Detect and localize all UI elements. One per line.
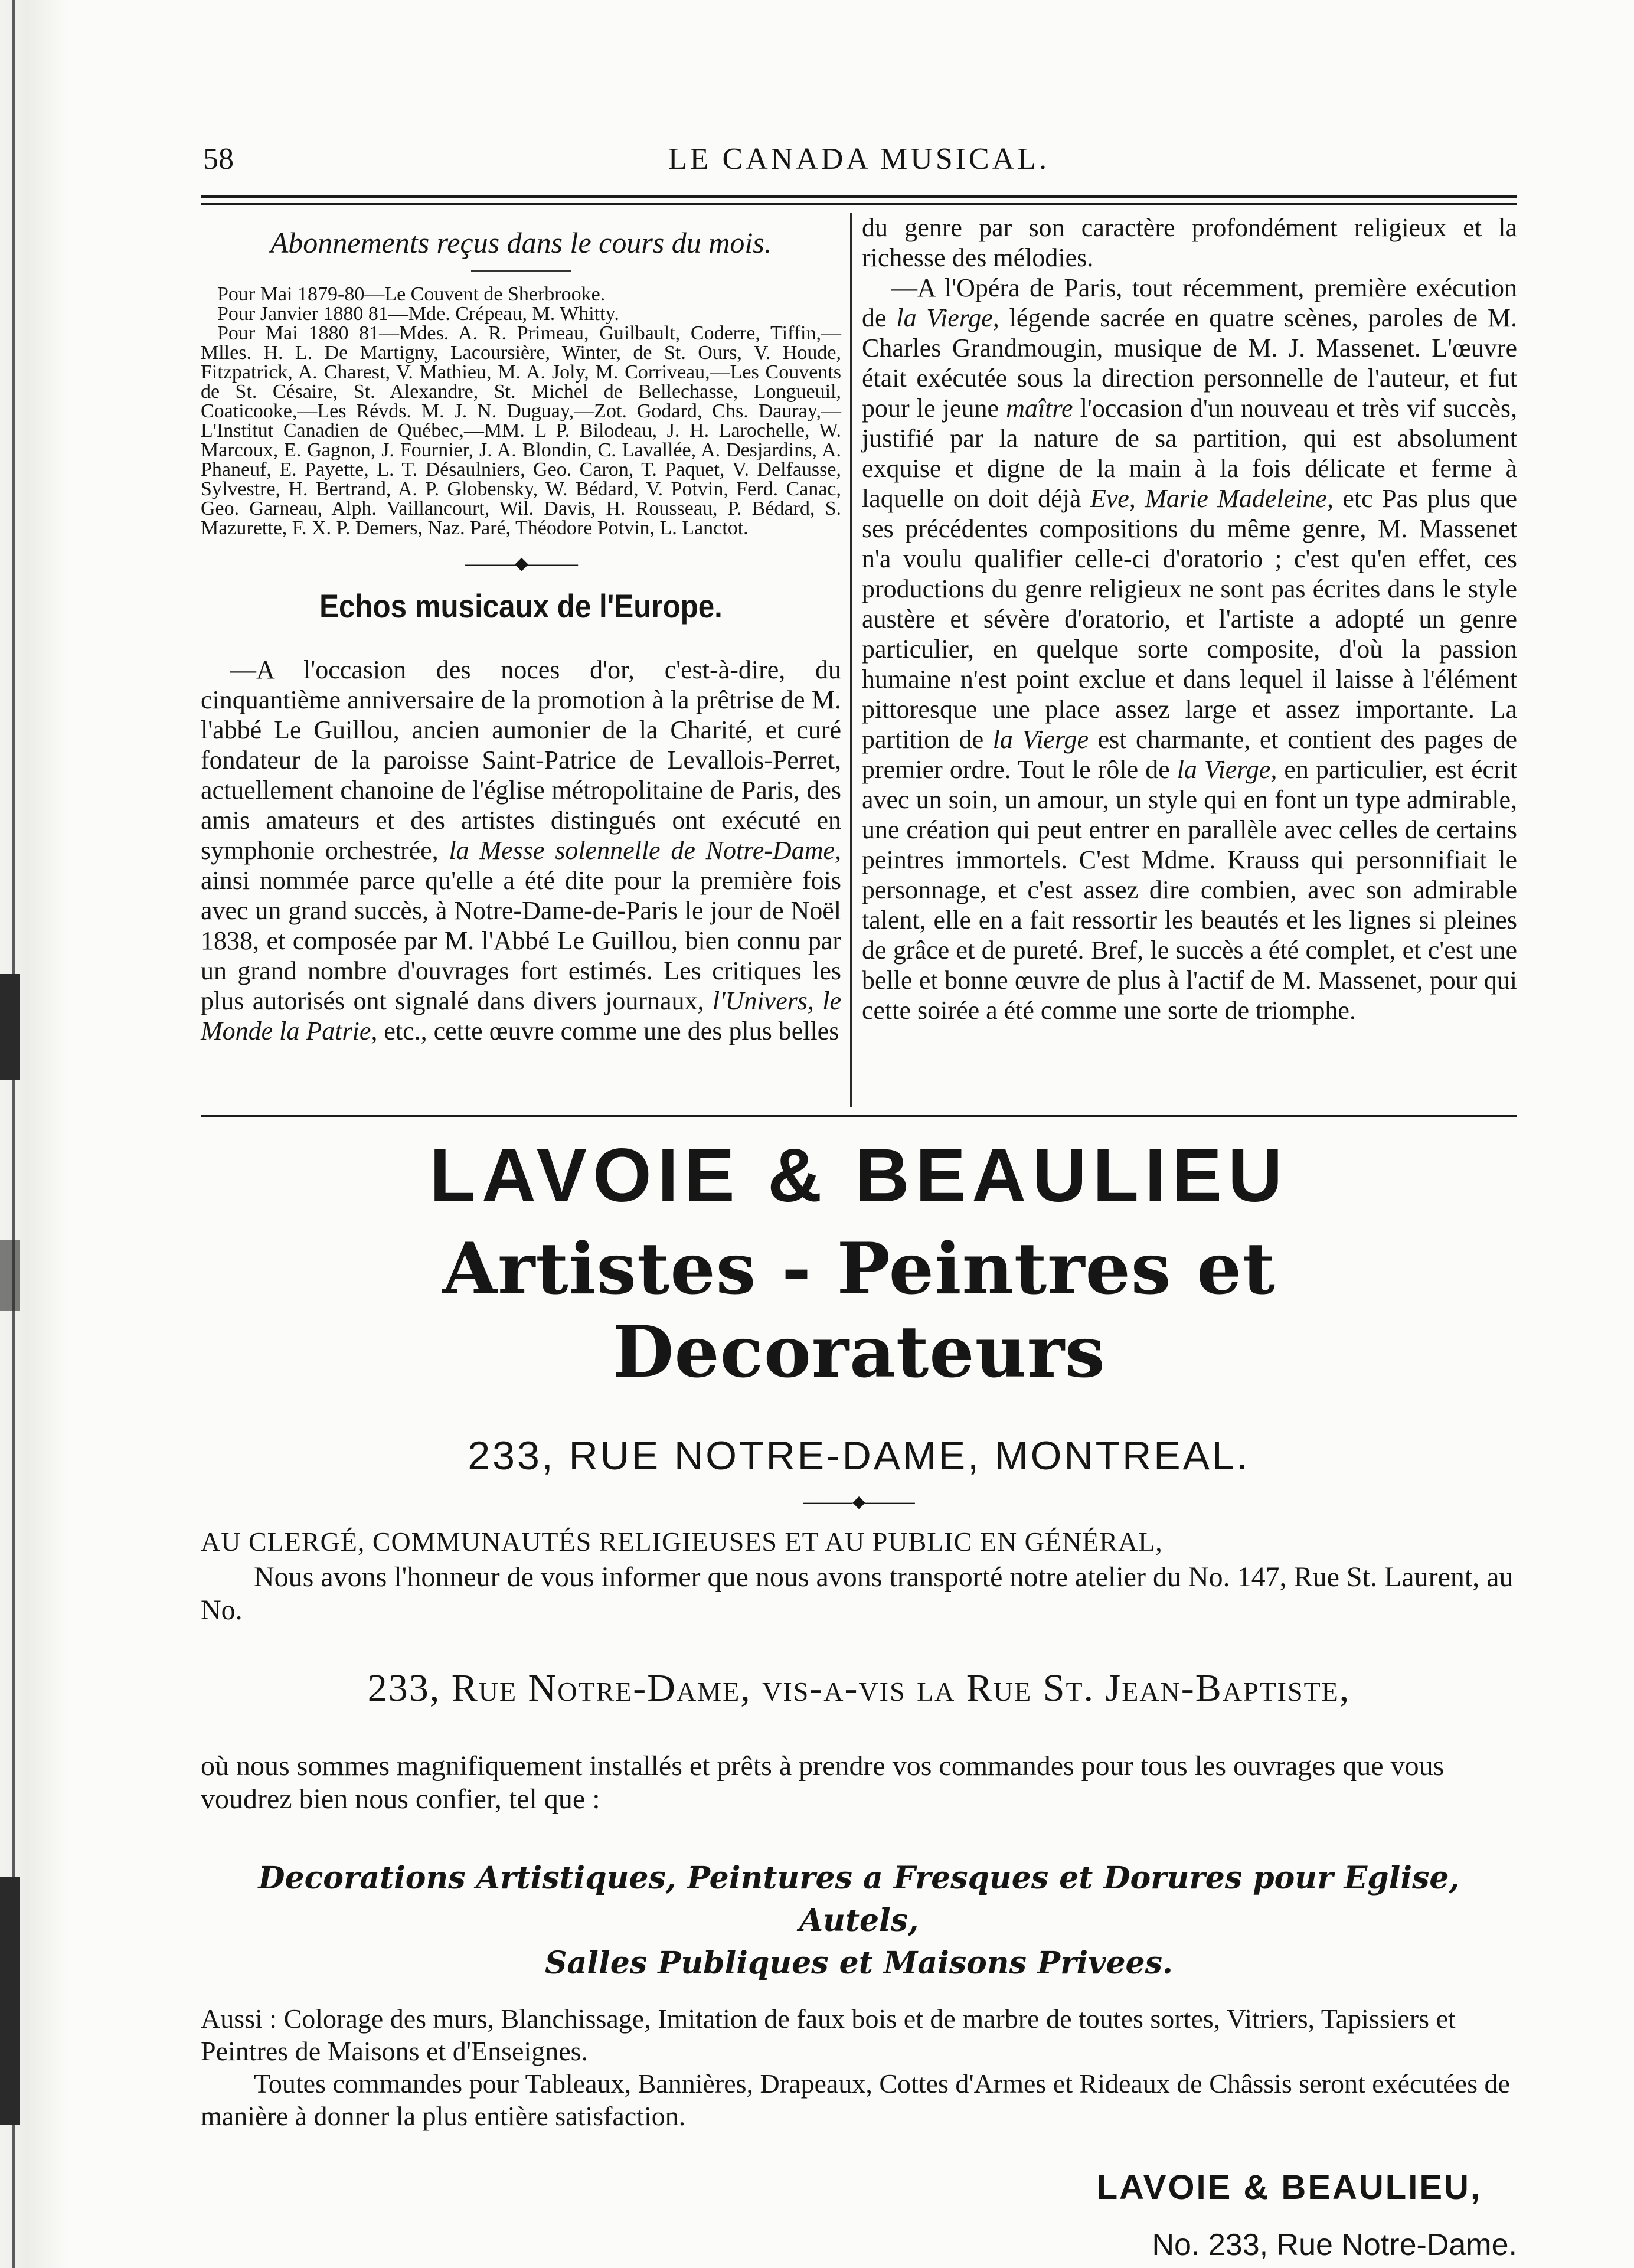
left-column <box>201 213 841 1104</box>
opera-paragraph: —A l'Opéra de Paris, tout récemment, première exécution de la Vierge, légende sacrée en quatre scènes, paroles de M. Charles Grandmougin, musique de M. J. Massenet. L'œuvre était exécutée sous la direction personnelle de l'auteur, et fut pour le jeune maître l'occasion d'un nouveau et très vif succès, justifié par la nature de sa partition, qui est absolument exquise et digne de la main à la fois délicate et ferme à laquelle on doit déjà Eve, Marie Madeleine, etc Pas plus que ses précédentes compositions du même genre, M. Massenet n'a voulu qualifier celle-ci d'oratorio ; c'est qu'en effet, ces productions du genre religieux ne sont pas écrites dans le style austère et sévère d'oratorio, et l'artiste a adopté un genre particulier, en quelque sorte composite, d'où la passion humaine n'est point exclue et dans lequel il laisse à l'élément pittoresque une place assez large et assez importante. La partition de la Vierge est charmante, et contient des pages de premier ordre. Tout le rôle de la Vierge, en particulier, est écrit avec un soin, un amour, un style qui en font un type admirable, une création qui peut entrer en parallèle avec celles de certains peintres immortels. C'est Mdme. Krauss qui personnifiait le personnage, et c'est assez dire combien, avec son admirable talent, elle en a fait ressortir les beautés et les lignes si pleines de grâce et de pureté. Bref, le succès a été complet, et c'est une belle et bonne œuvre de plus à l'actif de M. Massenet, pour qui cette soirée a été comme une sorte de triomphe. <box>862 273 1518 1025</box>
book-binding-edge <box>0 0 68 2268</box>
newspaper-page <box>201 0 1517 2268</box>
advertisement-rule <box>201 1115 1517 1117</box>
echos-heading: Echos musicaux de l'Europe. <box>319 587 723 625</box>
subscriptions-heading: Abonnements reçus dans le cours du mois. <box>270 226 772 259</box>
binding-mark <box>0 1877 20 2125</box>
ad-services <box>201 1857 1517 1985</box>
ad-paragraph: Nous avons l'honneur de vous informer que nous avons transporté notre atelier du No. 147, Rue St. Laurent, au No. <box>201 1561 1514 1626</box>
ornament-divider: ———◆——— <box>803 1493 915 1511</box>
binding-mark <box>0 1240 20 1311</box>
ad-subtitle: Artistes - Peintres et Decorateurs <box>442 1227 1276 1394</box>
page-number: 58 <box>203 142 234 176</box>
page-header <box>201 142 1517 189</box>
ad-signature: LAVOIE & BEAULIEU, <box>1096 2168 1482 2207</box>
ad-paragraph: où nous sommes magnifiquement installés et prêts à prendre vos commandes pour tous les ouvrages que vous voudrez bien nous confier, tel que : <box>201 1750 1445 1815</box>
binding-mark <box>0 974 20 1080</box>
column-rule <box>850 213 852 1107</box>
echos-continuation <box>862 213 1517 1025</box>
ad-kicker: AU CLERGÉ, COMMUNAUTÉS RELIGIEUSES ET AU PUBLIC EN GÉNÉRAL, <box>201 1527 1163 1557</box>
short-divider <box>471 270 571 272</box>
header-rule <box>201 195 1517 198</box>
subscription-entry: Pour Janvier 1880 81—Mde. Crépeau, M. Whitty. <box>217 303 619 325</box>
ad-title: LAVOIE & BEAULIEU <box>429 1133 1289 1218</box>
right-column <box>862 213 1517 1104</box>
subscriptions-list <box>201 285 841 538</box>
running-head: LE CANADA MUSICAL. <box>668 142 1050 176</box>
ad-also: Aussi : Colorage des murs, Blanchissage, Imitation de faux bois et de marbre de toutes sortes, Vitriers, Tapissiers et Peintres de Maisons et d'Enseignes. <box>201 2004 1456 2066</box>
subscription-entry: Pour Mai 1879-80—Le Couvent de Sherbrooke. <box>217 283 606 305</box>
ornament-divider: ———◆——— <box>465 554 577 573</box>
ad-street-address: 233, Rue Notre-Dame, vis-a-vis la Rue St. Jean-Baptiste, <box>367 1666 1351 1710</box>
advertisement <box>201 1122 1517 2263</box>
echos-paragraph: —A l'occasion des noces d'or, c'est-à-dire, du cinquantième anniversaire de la promotion à la prêtrise de M. l'abbé Le Guillou, ancien aumonier de la Charité, et curé fondateur de la paroisse Saint-Patrice de Levallois-Perret, actuellement chanoine de l'église métropolitaine de Paris, des amis amateurs et des artistes distingués ont exécuté en symphonie orchestrée, la Messe solennelle de Notre-Dame, ainsi nommée parce qu'elle a été dite pour la première fois avec un grand succès, à Notre-Dame-de-Paris le jour de Noël 1838, et composée par M. l'Abbé Le Guillou, bien connu par un grand nombre d'ouvrages fort estimés. Les critiques les plus autorisés ont signalé dans divers journaux, l'Univers, le Monde la Patrie, etc., cette œuvre comme une des plus belles <box>201 655 842 1045</box>
ad-services-line: Salles Publiques et Maisons Privees. <box>545 1945 1173 1981</box>
continued-text: du genre par son caractère profondément religieux et la richesse des mélodies. <box>862 213 1517 272</box>
ad-address: 233, RUE NOTRE-DAME, MONTREAL. <box>468 1433 1250 1478</box>
subscription-entry: Pour Mai 1880 81—Mdes. A. R. Primeau, Guilbault, Coderre, Tiffin,—Mlles. H. L. De Martigny, Lacoursière, Winter, de St. Ours, V. Houde, Fitzpatrick, A. Charest, V. Mathieu, M. A. Joly, M. Corriveau,—Les Couvents de St. Césaire, St. Alexandre, St. Michel de Bellechasse, Longueuil, Coaticooke,—Les Révds. M. J. N. Duguay,—Zot. Godard, Chs. Dauray,—L'Institut Canadien de Québec,—MM. L P. Bilodeau, J. H. Larochelle, W. Marcoux, E. Gagnon, J. Fournier, J. A. Blondin, C. Lavallée, A. Desjardins, A. Phaneuf, E. Payette, L. T. Désaulniers, Geo. Caron, T. Paquet, V. Delfausse, Sylvestre, H. Bertrand, A. P. Globensky, W. Bédard, V. Potvin, Ferd. Canac, Geo. Garneau, Alph. Vaillancourt, Wil. Davis, H. Rousseau, P. Bédard, S. Mazurette, F. X. P. Demers, Naz. Paré, Théodore Potvin, L. Lanctot. <box>201 322 841 539</box>
ad-commissions: Toutes commandes pour Tableaux, Bannières, Drapeaux, Cottes d'Armes et Rideaux de Châssis seront exécutées de manière à donner la plus entière satisfaction. <box>201 2068 1510 2131</box>
header-rule-thin <box>201 203 1517 205</box>
ad-services-line: Decorations Artistiques, Peintures a Fresques et Dorures pour Eglise, Autels, <box>258 1860 1460 1939</box>
ad-signature-address: No. 233, Rue Notre-Dame. <box>1152 2228 1517 2262</box>
